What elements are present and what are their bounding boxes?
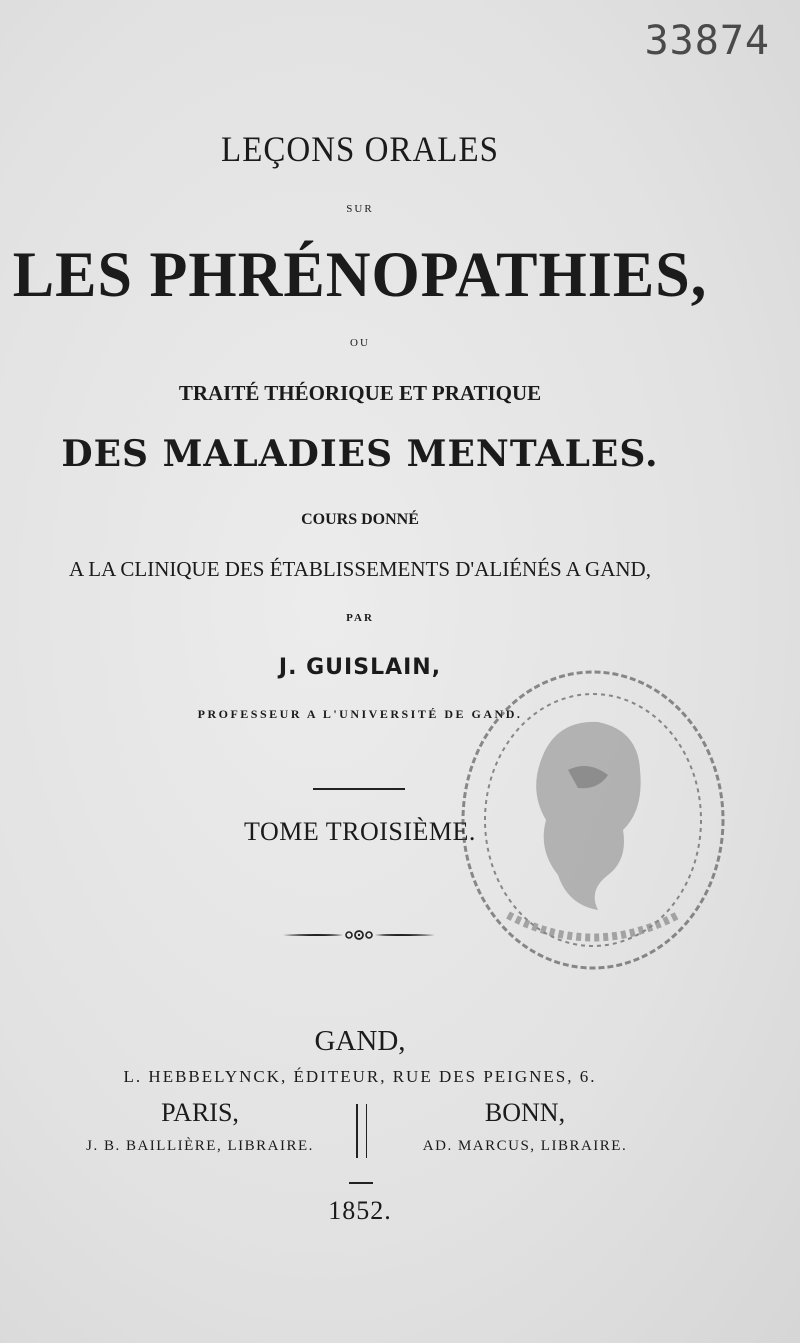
column-separator: [356, 1104, 367, 1158]
imprint-left-bookseller: J. B. BAILLIÈRE, LIBRAIRE.: [86, 1138, 314, 1154]
main-title: LES PHRÉNOPATHIES,: [12, 239, 708, 311]
author-title: PROFESSEUR A L'UNIVERSITÉ DE GAND.: [197, 707, 523, 721]
library-stamp-icon: [448, 660, 738, 980]
volume-label: TOME TROISIÈME.: [244, 817, 476, 846]
title-line-1: LEÇONS ORALES: [221, 130, 499, 170]
fleuron-ornament-icon: [281, 925, 437, 945]
divider-rule: [313, 788, 405, 790]
imprint-publisher: L. HEBBELYNCK, ÉDITEUR, RUE DES PEIGNES, 6.: [123, 1067, 597, 1086]
imprint-right-bookseller: AD. MARCUS, LIBRAIRE.: [422, 1138, 628, 1154]
imprint-right-city: BONN,: [484, 1098, 566, 1127]
subtitle-line-1: TRAITÉ THÉORIQUE ET PRATIQUE: [178, 381, 542, 405]
course-line-2: A LA CLINIQUE DES ÉTABLISSEMENTS D'ALIÉNÉS A GAND,: [69, 557, 651, 581]
author-par: PAR: [346, 612, 374, 624]
course-line-1: COURS DONNÉ: [301, 511, 419, 528]
imprint-city: GAND,: [314, 1025, 406, 1057]
imprint-year: 1852.: [328, 1196, 392, 1225]
shelfmark: 33874: [644, 18, 770, 64]
title-sur: SUR: [346, 203, 374, 215]
imprint-left-city: PARIS,: [161, 1098, 239, 1127]
year-rule: [349, 1182, 373, 1184]
title-ou: OU: [350, 337, 370, 349]
subtitle-line-2: DES MALADIES MENTALES.: [61, 433, 659, 475]
author-name: J. GUISLAIN,: [278, 655, 442, 680]
imprint-left-column: [60, 1098, 340, 1155]
imprint-right-column: [390, 1098, 660, 1155]
